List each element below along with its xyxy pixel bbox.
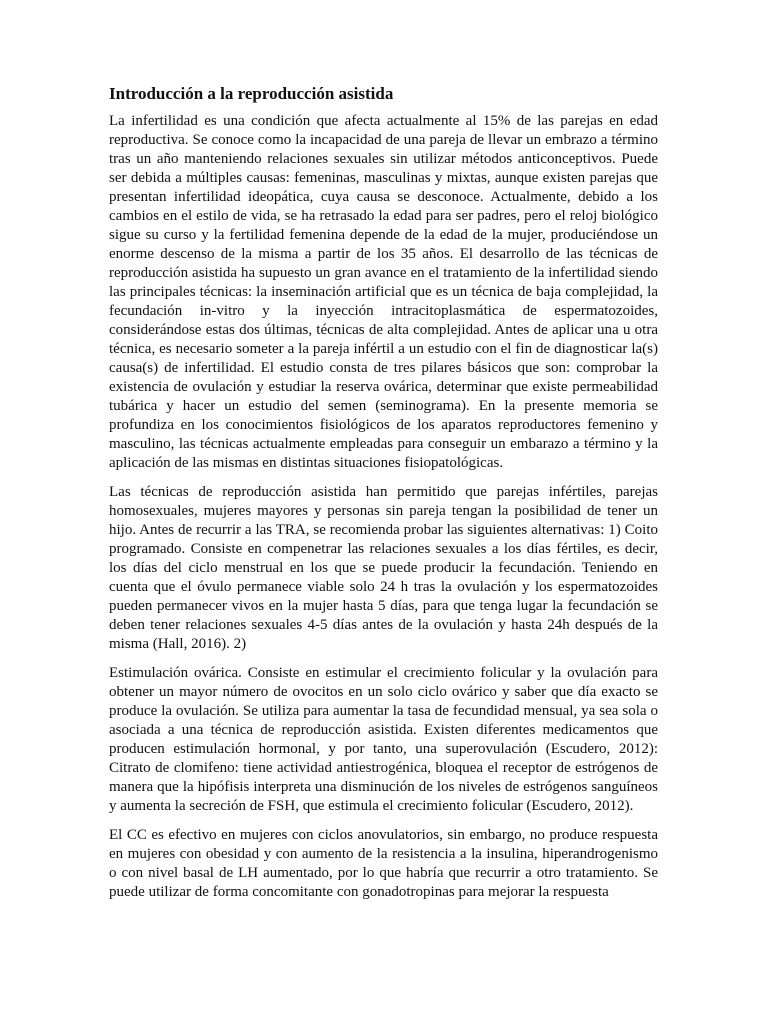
document-page — [109, 82, 658, 912]
paragraph-intro: La infertilidad es una condición que afecta actualmente al 15% de las parejas en edad reproductiva. Se conoce como la incapacidad de una pareja de llevar un embrazo a término tras un año manteniendo relaciones sexuales sin utilizar métodos anticonceptivos. Puede ser debida a múltiples causas: femeninas, masculinas y mixtas, aunque existen parejas que presentan infertilidad ideopática, cuya causa se desconoce. Actualmente, debido a los cambios en el estilo de vida, se ha retrasado la edad para ser padres, pero el reloj biológico sigue su curso y la fertilidad femenina depende de la edad de la mujer, produciéndose un enorme descenso de la misma a partir de los 35 años. El desarrollo de las técnicas de reproducción asistida ha supuesto un gran avance en el tratamiento de la infertilidad siendo las principales técnicas: la inseminación artificial que es un técnica de baja complejidad, la fecundación in-vitro y la inyección intracitoplasmática de espermatozoides, considerándose estas dos últimas, técnicas de alta complejidad. Antes de aplicar una u otra técnica, es necesario someter a la pareja infértil a un estudio con el fin de diagnosticar la(s) causa(s) de infertilidad. El estudio consta de tres pilares básicos que son: comprobar la existencia de ovulación y estudiar la reserva ovárica, determinar que existe permeabilidad tubárica y hacer un estudio del semen (seminograma). En la presente memoria se profundiza en los conocimientos fisiológicos de los aparatos reproductores femenino y masculino, las técnicas actualmente empleadas para conseguir un embarazo a término y la aplicación de las mismas en distintas situaciones fisiopatológicas. — [109, 113, 658, 471]
paragraph-ovarian-stimulation: Estimulación ovárica. Consiste en estimular el crecimiento folicular y la ovulación para obtener un mayor número de ovocitos en un solo ciclo ovárico y saber que día exacto se produce la ovulación. Se utiliza para aumentar la tasa de fecundidad mensual, ya sea sola o asociada a una técnica de reproducción asistida. Existen diferentes medicamentos que producen estimulación hormonal, y por tanto, una superovulación (Escudero, 2012): Citrato de clomifeno: tiene actividad antiestrogénica, bloquea el receptor de estrógenos de manera que la hipófisis interpreta una disminución de los niveles de estrógenos sanguíneos y aumenta la secreción de FSH, que estimula el crecimiento folicular (Escudero, 2012). — [109, 665, 658, 814]
paragraph-alternatives: Las técnicas de reproducción asistida han permitido que parejas infértiles, parejas homosexuales, mujeres mayores y personas sin pareja tengan la posibilidad de tener un hijo. Antes de recurrir a las TRA, se recomienda probar las siguientes alternativas: 1) Coito programado. Consiste en compenetrar las relaciones sexuales a los días fértiles, es decir, los días del ciclo menstrual en los que se puede producir la fecundación. Teniendo en cuenta que el óvulo permanece viable solo 24 h tras la ovulación y los espermatozoides pueden permanecer vivos en la mujer hasta 5 días, para que tenga lugar la fecundación se deben tener relaciones sexuales 4-5 días antes de la ovulación y hasta 24h después de la misma (Hall, 2016). 2) — [109, 484, 658, 652]
document-title: Introducción a la reproducción asistida — [109, 84, 394, 103]
paragraph-cc-efficacy: El CC es efectivo en mujeres con ciclos anovulatorios, sin embargo, no produce respuesta en mujeres con obesidad y con aumento de la resistencia a la insulina, hiperandrogenismo o con nivel basal de LH aumentado, por lo que habría que recurrir a otro tratamiento. Se puede utilizar de forma concomitante con gonadotropinas para mejorar la respuesta — [109, 827, 658, 900]
